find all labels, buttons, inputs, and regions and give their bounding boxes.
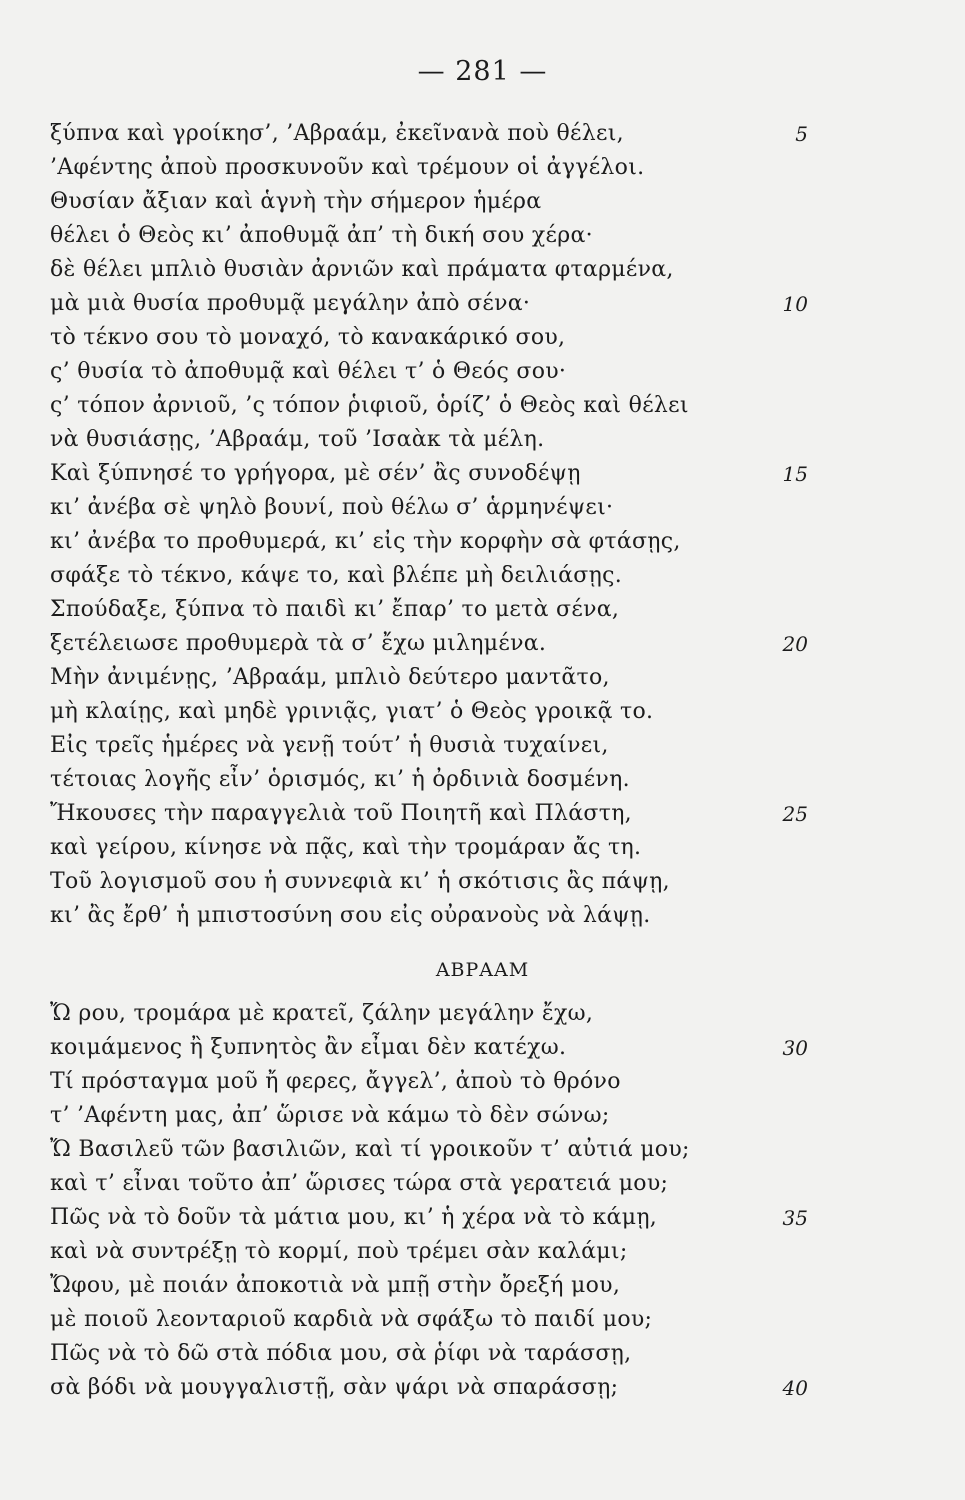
verse-line: τέτοιας λογῆς εἶν’ ὁρισμός, κι’ ἡ ὀρδινιὰ δοσμένη. xyxy=(50,767,630,792)
verse-line: Ὤφου, μὲ ποιάν ἀποκοτιὰ νὰ μπῇ στὴν ὄρεξή μου, xyxy=(50,1273,621,1298)
line-number: 25 xyxy=(782,802,808,826)
verse-line: ξύπνα καὶ γροίκησ’, ’Αβραάμ, ἐκεῖνανὰ ποὺ θέλει, xyxy=(50,121,624,146)
verse-line: κοιμάμενος ἢ ξυπνητὸς ἂν εἶμαι δὲν κατέχω. xyxy=(50,1035,567,1060)
verse-line: Καὶ ξύπνησέ το γρήγορα, μὲ σέν’ ἂς συνοδέψῃ xyxy=(50,461,581,486)
verse-line: σφάξε τὸ τέκνο, κάψε το, καὶ βλέπε μὴ δειλιάσῃς. xyxy=(50,563,622,588)
verse-line: ς’ θυσία τὸ ἀποθυμᾷ καὶ θέλει τ’ ὁ Θεός σου· xyxy=(50,359,567,384)
verse-line: ς’ τόπον ἀρνιοῦ, ’ς τόπον ῥιφιοῦ, ὁρίζ’ ὁ Θεὸς καὶ θέλει xyxy=(50,393,689,418)
verse-line: Ἤκουσες τὴν παραγγελιὰ τοῦ Ποιητῆ καὶ Πλάστη, xyxy=(50,801,632,826)
verse-line: Θυσίαν ἄξιαν καὶ ἁγνὴ τὴν σήμερον ἡμέρα xyxy=(50,189,542,214)
verse-line: ξετέλειωσε προθυμερὰ τὰ σ’ ἔχω μιλημένα. xyxy=(50,631,547,656)
verse-line: τὸ τέκνο σου τὸ μοναχό, τὸ κανακάρικό σου, xyxy=(50,325,566,350)
verse-line: μὲ ποιοῦ λεονταριοῦ καρδιὰ νὰ σφάξω τὸ παιδί μου; xyxy=(50,1307,653,1332)
verse-line: κι’ ἀνέβα σὲ ψηλὸ βουνί, ποὺ θέλω σ’ ἁρμηνέψει· xyxy=(50,495,614,520)
verse-line: Πῶς νὰ τὸ δῶ στὰ πόδια μου, σὰ ῥίφι νὰ ταράσσῃ, xyxy=(50,1341,632,1366)
line-number: 40 xyxy=(782,1376,808,1400)
verse-line: Σπούδαξε, ξύπνα τὸ παιδὶ κι’ ἔπαρ’ το μετὰ σένα, xyxy=(50,597,620,622)
verse-line: καὶ τ’ εἶναι τοῦτο ἀπ’ ὥρισες τώρα στὰ γερατειά μου; xyxy=(50,1171,669,1196)
line-number: 5 xyxy=(795,122,808,146)
speaker-heading: ΑΒΡΑΑΜ xyxy=(435,959,530,981)
verse-line: μὰ μιὰ θυσία προθυμᾷ μεγάλην ἀπὸ σένα· xyxy=(50,291,531,316)
verse-line: καὶ νὰ συντρέξῃ τὸ κορμί, ποὺ τρέμει σὰν καλάμι; xyxy=(50,1239,628,1264)
line-number: 30 xyxy=(782,1036,808,1060)
verse-line: Ὤ ρου, τρομάρα μὲ κρατεῖ, ζάλην μεγάλην ἔχω, xyxy=(50,1001,594,1026)
verse-line: δὲ θέλει μπλιὸ θυσιὰν ἀρνιῶν καὶ πράματα φταρμένα, xyxy=(50,257,674,282)
verse-line: Ὤ Βασιλεῦ τῶν βασιλιῶν, καὶ τί γροικοῦν τ’ αὐτιά μου; xyxy=(50,1137,690,1162)
verse-line: νὰ θυσιάσῃς, ’Αβραάμ, τοῦ ’Ισαὰκ τὰ μέλη. xyxy=(50,427,545,452)
line-number: 20 xyxy=(782,632,808,656)
line-number: 15 xyxy=(782,462,808,486)
page-number: — 281 — xyxy=(417,56,548,87)
verse-line: κι’ ἀνέβα το προθυμερά, κι’ εἰς τὴν κορφὴν σὰ φτάσῃς, xyxy=(50,529,681,554)
verse-line: ’Αφέντης ἀποὺ προσκυνοῦν καὶ τρέμουν οἱ ἀγγέλοι. xyxy=(50,155,645,180)
verse-line: θέλει ὁ Θεὸς κι’ ἀποθυμᾷ ἀπ’ τὴ δική σου χέρα· xyxy=(50,223,593,248)
verse-line: Πῶς νὰ τὸ δοῦν τὰ μάτια μου, κι’ ἡ χέρα νὰ τὸ κάμῃ, xyxy=(50,1205,658,1230)
verse-line: τ’ ’Αφέντη μας, ἀπ’ ὥρισε νὰ κάμω τὸ δὲν σώνω; xyxy=(50,1103,610,1128)
line-number: 10 xyxy=(782,292,808,316)
verse-line: Μὴν ἀνιμένῃς, ’Αβραάμ, μπλιὸ δεύτερο μαντᾶτο, xyxy=(50,665,610,690)
verse-line: καὶ γείρου, κίνησε νὰ πᾷς, καὶ τὴν τρομάραν ἄς τη. xyxy=(50,835,642,860)
verse-line: μὴ κλαίῃς, καὶ μηδὲ γρινιᾷς, γιατ’ ὁ Θεὸς γροικᾷ το. xyxy=(50,699,654,724)
verse-line: Τί πρόσταγμα μοῦ ἤ φερες, ἄγγελ’, ἀποὺ τὸ θρόνο xyxy=(50,1069,621,1094)
verse-line: Τοῦ λογισμοῦ σου ἡ συννεφιὰ κι’ ἡ σκότισις ἂς πάψῃ, xyxy=(50,869,670,894)
verse-line: σὰ βόδι νὰ μουγγαλιστῇ, σὰν ψάρι νὰ σπαράσσῃ; xyxy=(50,1375,619,1400)
verse-line: Εἰς τρεῖς ἡμέρες νὰ γενῇ τούτ’ ἡ θυσιὰ τυχαίνει, xyxy=(50,733,609,758)
line-number: 35 xyxy=(782,1206,808,1230)
verse-line: κι’ ἂς ἔρθ’ ἡ μπιστοσύνη σου εἰς οὐρανοὺς νὰ λάψῃ. xyxy=(50,903,651,928)
